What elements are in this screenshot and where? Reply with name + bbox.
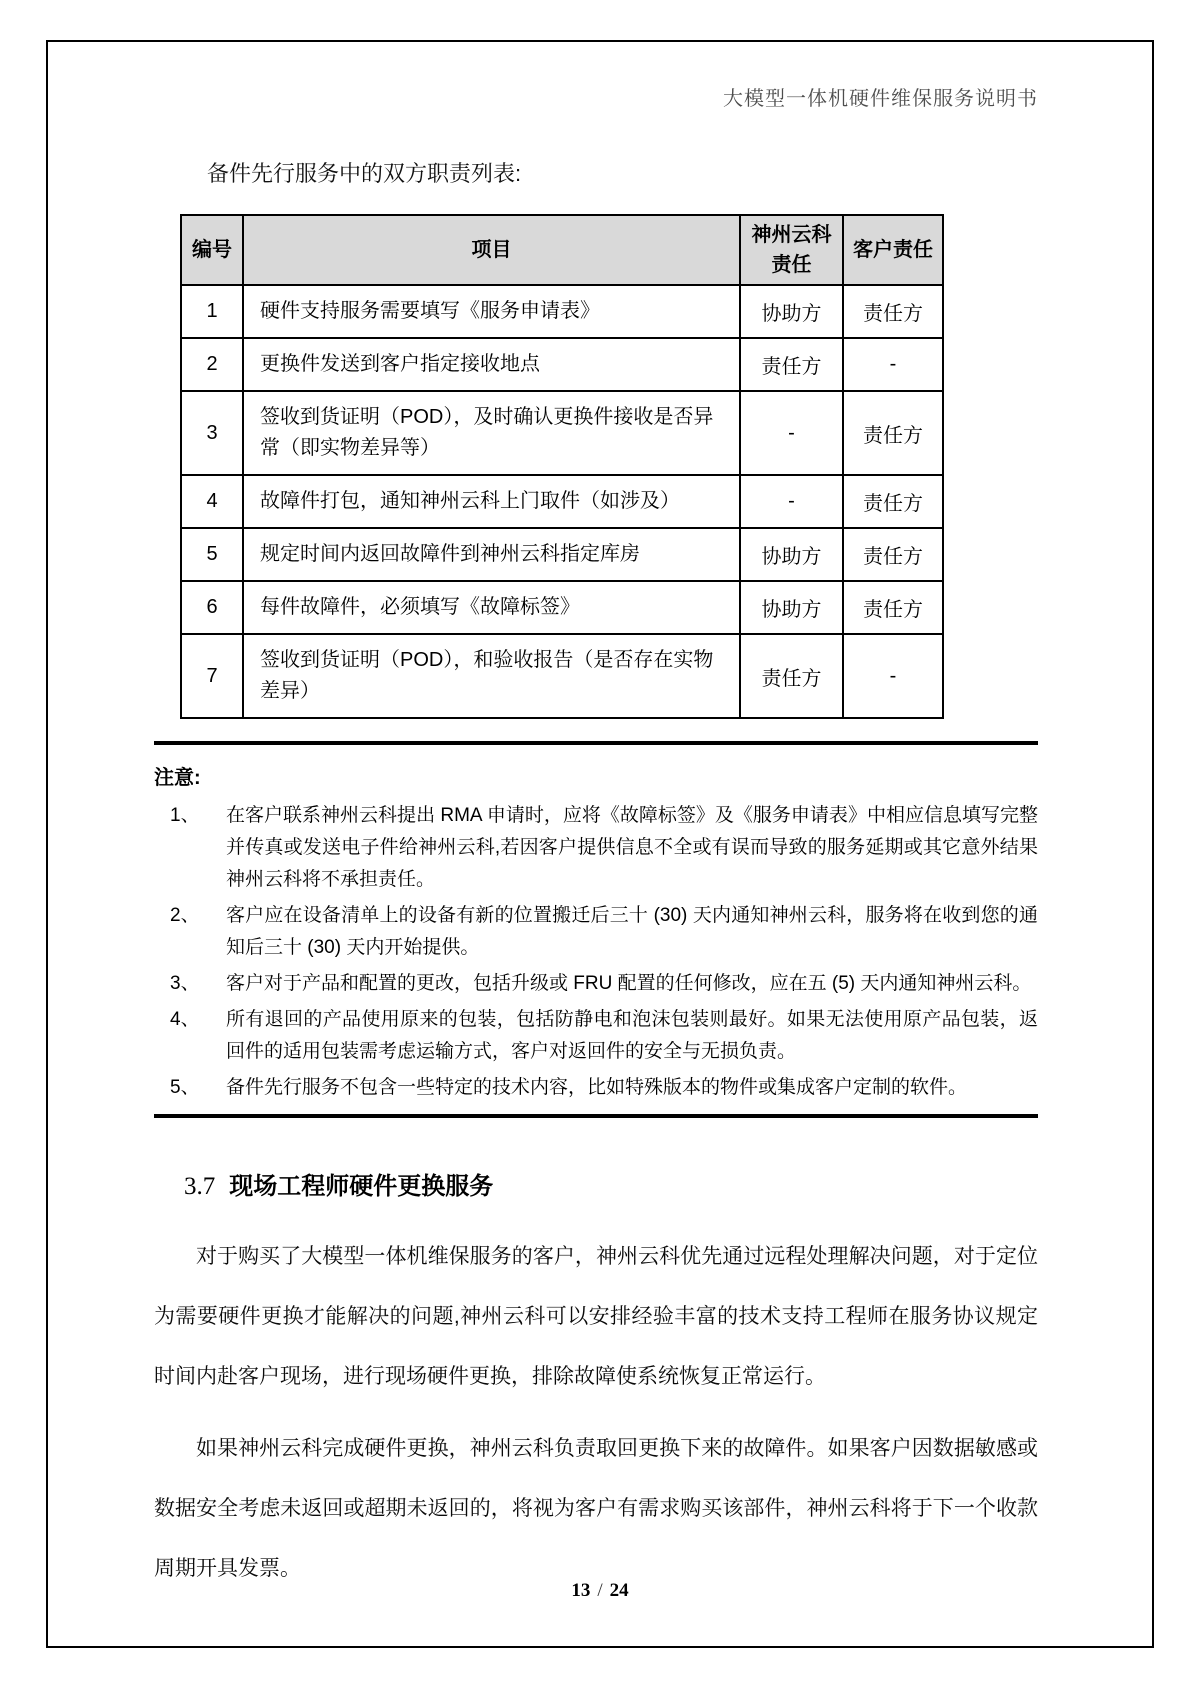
paragraph: 对于购买了大模型一体机维保服务的客户，神州云科优先通过远程处理解决问题，对于定位为需要硬件更换才能解决的问题,神州云科可以安排经验丰富的技术支持工程师在服务协议规定时间内赴客户现场，进行现场硬件更换，排除故障使系统恢复正常运行。 — [154, 1245, 1038, 1388]
page-footer — [48, 1580, 1152, 1602]
table-row — [181, 338, 943, 391]
section-heading — [184, 1166, 1038, 1201]
section-title: 现场工程师硬件更换服务 — [229, 1173, 494, 1200]
cell-number: 2 — [181, 338, 243, 391]
cell-dc-responsibility: 责任方 — [740, 338, 843, 391]
paragraph: 如果神州云科完成硬件更换，神州云科负责取回更换下来的故障件。如果客户因数据敏感或数据安全考虑未返回或超期未返回的，将视为客户有需求购买该部件，神州云科将于下一个收款周期开具发票。 — [154, 1437, 1038, 1580]
table-row — [181, 475, 943, 528]
cell-customer-responsibility: - — [843, 634, 943, 718]
cell-customer-responsibility: 责任方 — [843, 581, 943, 634]
note-item — [170, 1004, 1038, 1068]
note-item — [170, 800, 1038, 896]
cell-number: 1 — [181, 285, 243, 338]
note-text: 客户对于产品和配置的更改，包括升级或 FRU 配置的任何修改，应在五 (5) 天内通知神州云科。 — [226, 973, 1032, 994]
table-row — [181, 528, 943, 581]
page-content — [48, 42, 1152, 1646]
header-cell-customer-responsibility: 客户责任 — [843, 215, 943, 285]
divider-line — [154, 741, 1038, 745]
cell-dc-responsibility: 协助方 — [740, 285, 843, 338]
cell-item: 规定时间内返回故障件到神州云科指定库房 — [243, 528, 740, 581]
cell-dc-responsibility: - — [740, 391, 843, 475]
section-number: 3.7 — [184, 1173, 216, 1200]
cell-customer-responsibility: 责任方 — [843, 391, 943, 475]
cell-customer-responsibility: 责任方 — [843, 528, 943, 581]
page-total: 24 — [609, 1580, 629, 1601]
divider-line — [154, 1114, 1038, 1118]
cell-item: 签收到货证明（POD），及时确认更换件接收是否异常（即实物差异等） — [243, 391, 740, 475]
cell-item: 硬件支持服务需要填写《服务申请表》 — [243, 285, 740, 338]
cell-customer-responsibility: 责任方 — [843, 475, 943, 528]
responsibilities-table — [180, 214, 944, 719]
table-row — [181, 285, 943, 338]
table-row — [181, 581, 943, 634]
cell-dc-responsibility: - — [740, 475, 843, 528]
cell-number: 4 — [181, 475, 243, 528]
note-item — [170, 1072, 1038, 1104]
cell-customer-responsibility: 责任方 — [843, 285, 943, 338]
notes-list — [154, 800, 1038, 1104]
cell-item: 故障件打包，通知神州云科上门取件（如涉及） — [243, 475, 740, 528]
cell-item: 更换件发送到客户指定接收地点 — [243, 338, 740, 391]
note-number: 2、 — [170, 905, 200, 926]
cell-number: 7 — [181, 634, 243, 718]
header-cell-number: 编号 — [181, 215, 243, 285]
page-number: 13 — [571, 1580, 591, 1601]
header-cell-item: 项目 — [243, 215, 740, 285]
table-header-row — [181, 215, 943, 285]
page-border-frame — [46, 40, 1154, 1648]
cell-number: 6 — [181, 581, 243, 634]
note-text: 所有退回的产品使用原来的包装，包括防静电和泡沫包装则最好。如果无法使用原产品包装，返回件的适用包装需考虑运输方式，客户对返回件的安全与无损负责。 — [226, 1009, 1038, 1062]
table-row — [181, 634, 943, 718]
cell-dc-responsibility: 协助方 — [740, 581, 843, 634]
intro-text: 备件先行服务中的双方职责列表: — [207, 161, 522, 186]
cell-item: 每件故障件，必须填写《故障标签》 — [243, 581, 740, 634]
note-number: 4、 — [170, 1009, 200, 1030]
notes-label: 注意: — [154, 767, 201, 789]
note-number: 1、 — [170, 805, 200, 826]
note-item — [170, 900, 1038, 964]
page-separator: / — [597, 1580, 603, 1601]
note-item — [170, 968, 1038, 1000]
cell-dc-responsibility: 协助方 — [740, 528, 843, 581]
document-header-title: 大模型一体机硬件维保服务说明书 — [723, 88, 1038, 110]
cell-item: 签收到货证明（POD），和验收报告（是否存在实物差异） — [243, 634, 740, 718]
header-cell-dc-responsibility: 神州云科责任 — [740, 215, 843, 285]
cell-customer-responsibility: - — [843, 338, 943, 391]
cell-dc-responsibility: 责任方 — [740, 634, 843, 718]
note-number: 5、 — [170, 1077, 200, 1098]
table-row — [181, 391, 943, 475]
cell-number: 3 — [181, 391, 243, 475]
note-text: 在客户联系神州云科提出 RMA 申请时，应将《故障标签》及《服务申请表》中相应信息填写完整并传真或发送电子件给神州云科,若因客户提供信息不全或有误而导致的服务延期或其它意外结果神州云科将不承担责任。 — [226, 805, 1038, 890]
note-number: 3、 — [170, 973, 200, 994]
note-text: 客户应在设备清单上的设备有新的位置搬迁后三十 (30) 天内通知神州云科，服务将在收到您的通知后三十 (30) 天内开始提供。 — [226, 905, 1038, 958]
cell-number: 5 — [181, 528, 243, 581]
note-text: 备件先行服务不包含一些特定的技术内容，比如特殊版本的物件或集成客户定制的软件。 — [226, 1077, 968, 1098]
